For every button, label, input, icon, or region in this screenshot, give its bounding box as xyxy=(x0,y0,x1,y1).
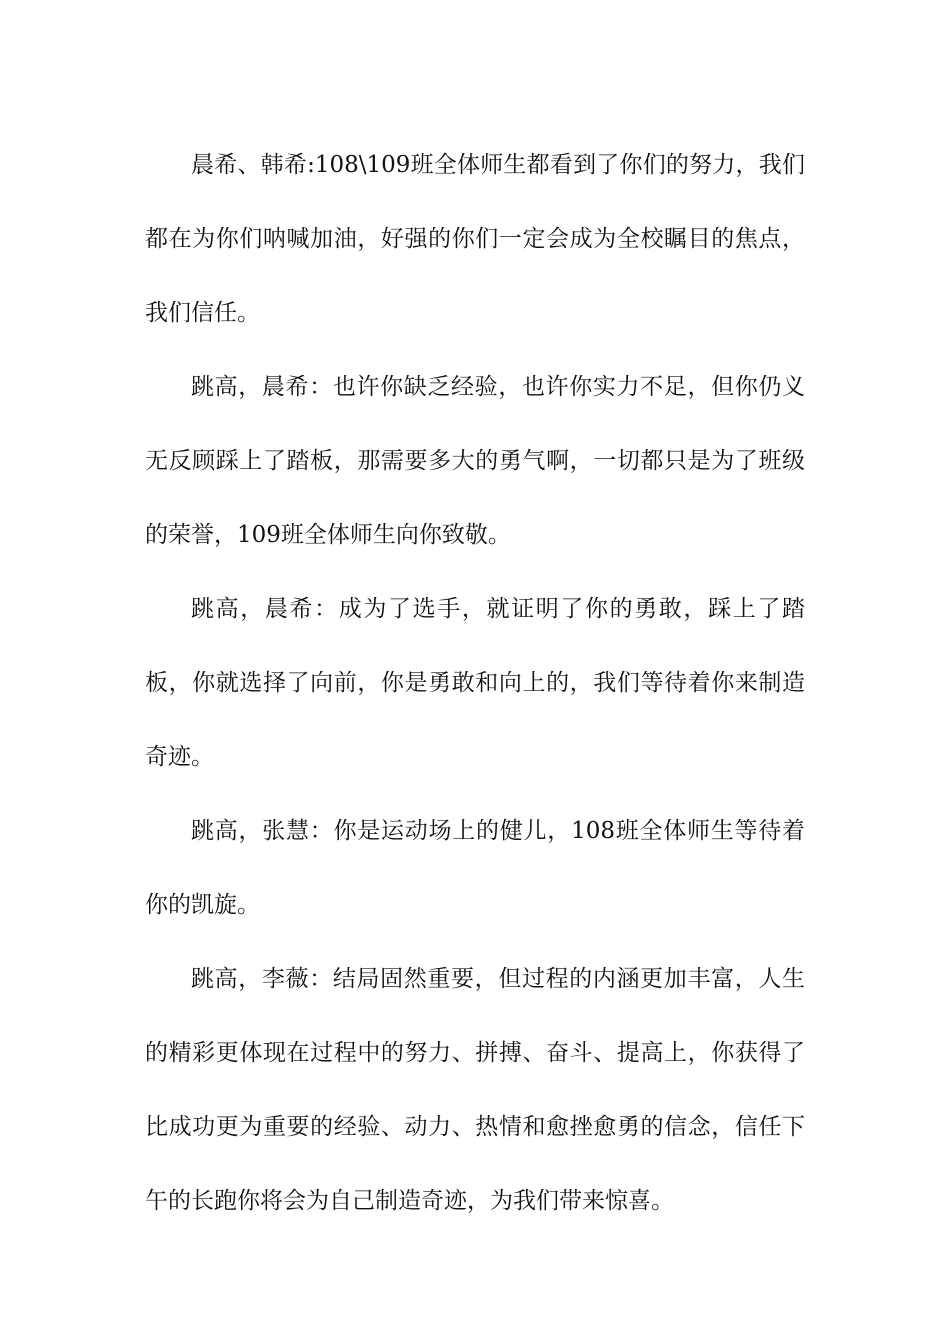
paragraph-2: 跳高，晨希：也许你缺乏经验，也许你实力不足，但你仍义无反顾踩上了踏板，那需要多大的勇气啊，一切都只是为了班级的荣誉，109班全体师生向你致敬。 xyxy=(145,374,805,548)
paragraph-1: 晨希、韩希:108\109班全体师生都看到了你们的努力，我们都在为你们呐喊加油，好强的你们一定会成为全校瞩目的焦点，我们信任。 xyxy=(145,152,805,326)
paragraph-5: 跳高，李薇：结局固然重要，但过程的内涵更加丰富，人生的精彩更体现在过程中的努力、拼搏、奋斗、提高上，你获得了比成功更为重要的经验、动力、热情和愈挫愈勇的信念，信任下午的长跑你将会为自己制造奇迹，为我们带来惊喜。 xyxy=(145,966,805,1214)
paragraph-3: 跳高，晨希：成为了选手，就证明了你的勇敢，踩上了踏板，你就选择了向前，你是勇敢和向上的，我们等待着你来制造奇迹。 xyxy=(145,596,805,770)
paragraph-4: 跳高，张慧：你是运动场上的健儿，108班全体师生等待着你的凯旋。 xyxy=(145,818,805,918)
document-body xyxy=(145,128,805,1238)
